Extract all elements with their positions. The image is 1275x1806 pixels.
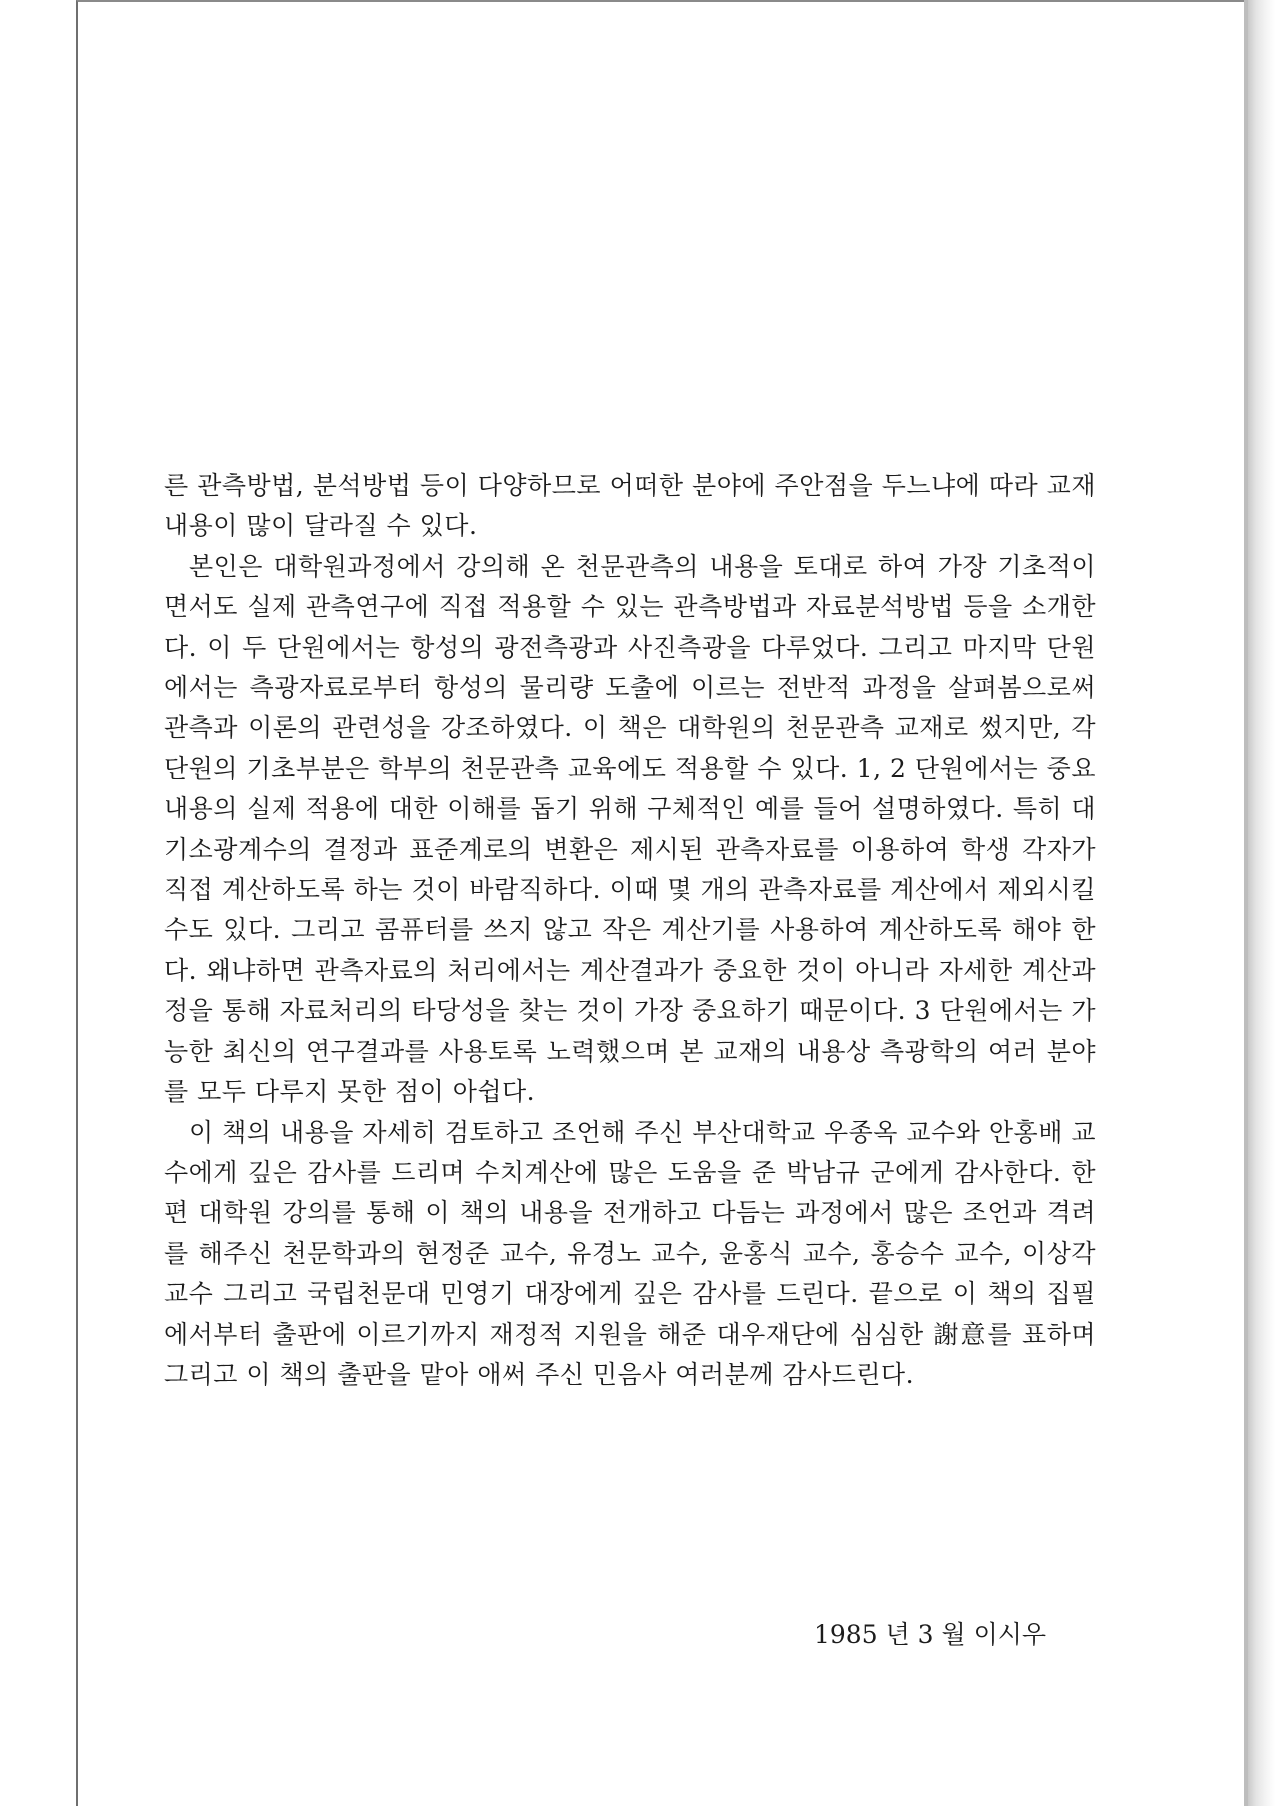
paragraph-book-overview: 본인은 대학원과정에서 강의해 온 천문관측의 내용을 토대로 하여 가장 기초적이면서도 실제 관측연구에 직접 적용할 수 있는 관측방법과 자료분석방법 등을 소개한다. 이 두 단원에서는 항성의 광전측광과 사진측광을 다루었다. 그리고 마지막 단원에서는 측광자료로부터 항성의 물리량 도출에 이르는 전반적 과정을 살펴봄으로써 관측과 이론의 관련성을 강조하였다. 이 책은 대학원의 천문관측 교재로 썼지만, 각 단원의 기초부분은 학부의 천문관측 교육에도 적용할 수 있다. 1, 2 단원에서는 중요내용의 실제 적용에 대한 이해를 돕기 위해 구체적인 예를 들어 설명하였다. 특히 대기소광계수의 결정과 표준계로의 변환은 제시된 관측자료를 이용하여 학생 각자가 직접 계산하도록 하는 것이 바람직하다. 이때 몇 개의 관측자료를 계산에서 제외시킬 수도 있다. 그리고 콤퓨터를 쓰지 않고 작은 계산기를 사용하여 계산하도록 해야 한다. 왜냐하면 관측자료의 처리에서는 계산결과가 중요한 것이 아니라 자세한 계산과정을 통해 자료처리의 타당성을 찾는 것이 가장 중요하기 때문이다. 3 단원에서는 가능한 최신의 연구결과를 사용토록 노력했으며 본 교재의 내용상 측광학의 여러 분야를 모두 다루지 못한 점이 아쉽다. (164, 551, 1096, 1107)
paragraph-continuation: 른 관측방법, 분석방법 등이 다양하므로 어떠한 분야에 주안점을 두느냐에 따라 교재내용이 많이 달라질 수 있다. (164, 471, 1096, 541)
preface-signature: 1985 년 3 월 이시우 (814, 1620, 1047, 1649)
document-page (76, 0, 1248, 1806)
preface-body (164, 466, 1096, 1395)
page-shadow (1248, 0, 1275, 1806)
paragraph-acknowledgements: 이 책의 내용을 자세히 검토하고 조언해 주신 부산대학교 우종옥 교수와 안홍배 교수에게 깊은 감사를 드리며 수치계산에 많은 도움을 준 박남규 군에게 감사한다. 한편 대학원 강의를 통해 이 책의 내용을 전개하고 다듬는 과정에서 많은 조언과 격려를 해주신 천문학과의 현정준 교수, 유경노 교수, 윤홍식 교수, 홍승수 교수, 이상각 교수 그리고 국립천문대 민영기 대장에게 깊은 감사를 드린다. 끝으로 이 책의 집필에서부터 출판에 이르기까지 재정적 지원을 해준 대우재단에 심심한 謝意를 표하며 그리고 이 책의 출판을 맡아 애써 주신 민음사 여러분께 감사드린다. (164, 1117, 1096, 1389)
